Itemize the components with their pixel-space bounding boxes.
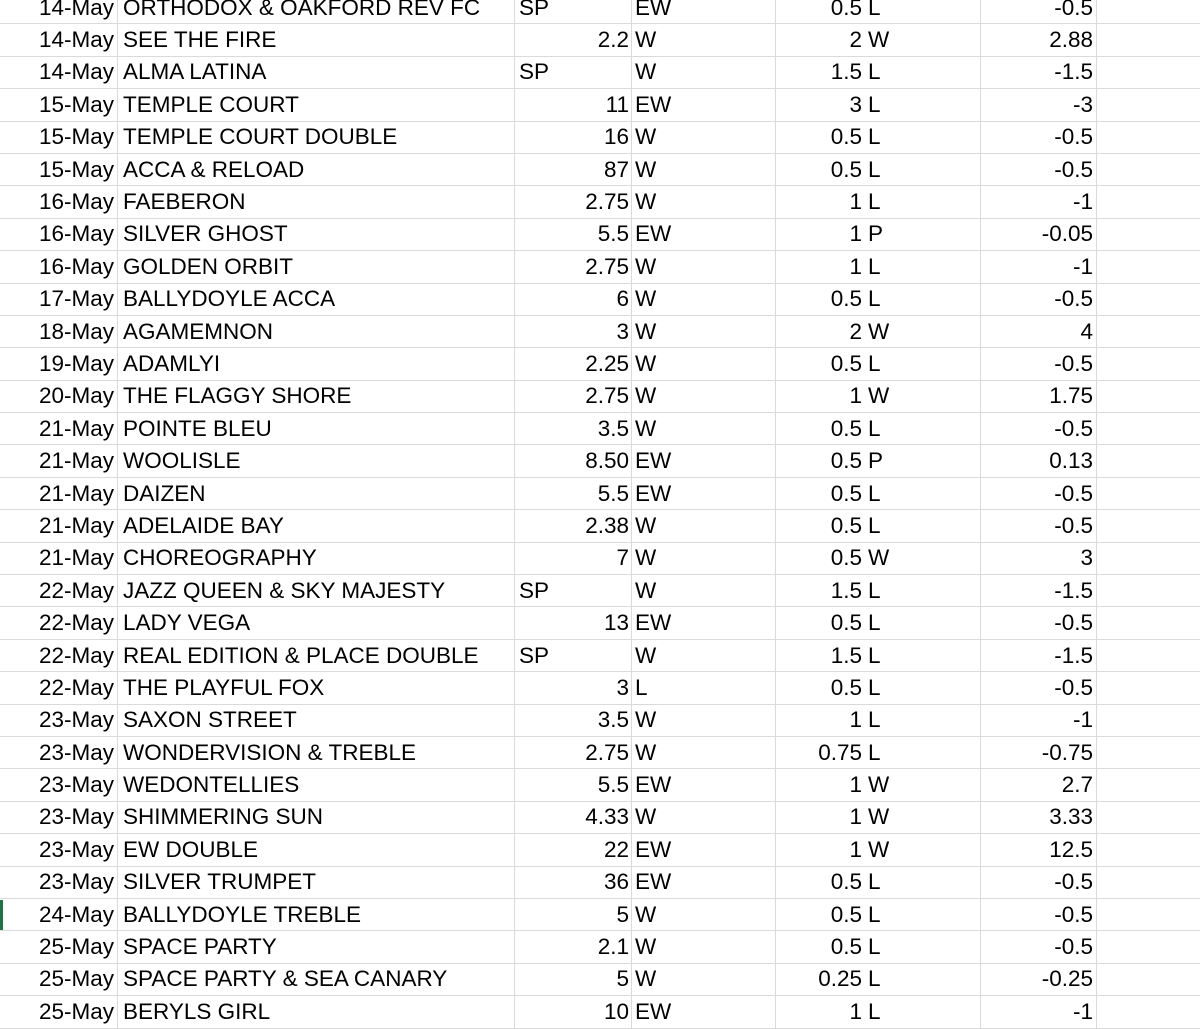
profit-loss-cell[interactable]: 2.88: [981, 24, 1097, 55]
stake-cell[interactable]: 1.5: [830, 642, 862, 668]
odds-cell[interactable]: 2.1: [597, 934, 629, 960]
selection-cell[interactable]: THE FLAGGY SHORE: [123, 383, 352, 409]
odds-cell[interactable]: 3.5: [597, 707, 629, 733]
table-row[interactable]: [0, 316, 1200, 348]
profit-loss-cell[interactable]: -1.5: [981, 57, 1097, 88]
stake-cell[interactable]: 1: [849, 707, 862, 733]
result-cell[interactable]: L: [866, 478, 981, 509]
result-cell[interactable]: L: [866, 705, 981, 736]
selection-cell[interactable]: SHIMMERING SUN: [123, 804, 324, 830]
selection-cell[interactable]: WEDONTELLIES: [123, 772, 300, 798]
stake-cell[interactable]: 1: [849, 772, 862, 798]
bet-type-cell[interactable]: EW: [632, 867, 776, 898]
selection-cell[interactable]: FAEBERON: [123, 189, 246, 215]
profit-loss-cell[interactable]: -0.05: [981, 219, 1097, 250]
result-cell[interactable]: P: [866, 445, 981, 476]
table-row[interactable]: [0, 89, 1200, 121]
bet-type-cell[interactable]: W: [632, 316, 776, 347]
stake-cell[interactable]: 0.5: [830, 934, 862, 960]
stake-cell[interactable]: 0.5: [830, 545, 862, 571]
table-row[interactable]: [0, 251, 1200, 283]
profit-loss-cell[interactable]: -1: [981, 186, 1097, 217]
stake-cell[interactable]: 1: [849, 221, 862, 247]
empty-cell[interactable]: [1097, 413, 1200, 444]
odds-cell[interactable]: 3: [616, 674, 629, 700]
bet-type-cell[interactable]: W: [632, 964, 776, 995]
selection-cell[interactable]: ADELAIDE BAY: [123, 512, 284, 538]
selection-cell[interactable]: EW DOUBLE: [123, 836, 259, 862]
bet-type-cell[interactable]: EW: [632, 219, 776, 250]
bet-type-cell[interactable]: W: [632, 931, 776, 962]
stake-cell[interactable]: 0.5: [830, 448, 862, 474]
table-row[interactable]: [0, 0, 1200, 24]
profit-loss-cell[interactable]: -0.5: [981, 122, 1097, 153]
profit-loss-cell[interactable]: 3.33: [981, 802, 1097, 833]
empty-cell[interactable]: [1097, 931, 1200, 962]
result-cell[interactable]: L: [866, 413, 981, 444]
profit-loss-cell[interactable]: -0.5: [981, 284, 1097, 315]
odds-cell[interactable]: 36: [603, 869, 629, 895]
odds-cell[interactable]: [514, 0, 632, 23]
stake-cell[interactable]: 1: [849, 383, 862, 409]
empty-cell[interactable]: [1097, 219, 1200, 250]
empty-cell[interactable]: [1097, 57, 1200, 88]
date-cell[interactable]: 25-May: [0, 931, 118, 962]
selection-cell[interactable]: SPACE PARTY: [123, 934, 277, 960]
selection-cell[interactable]: SILVER TRUMPET: [123, 869, 316, 895]
table-row[interactable]: [0, 445, 1200, 477]
odds-cell[interactable]: 5.5: [597, 221, 629, 247]
selection-cell[interactable]: SEE THE FIRE: [123, 27, 277, 53]
selection-cell[interactable]: WONDERVISION & TREBLE: [123, 739, 416, 765]
date-cell[interactable]: 22-May: [0, 575, 118, 606]
table-row[interactable]: [0, 834, 1200, 866]
date-cell[interactable]: 15-May: [0, 122, 118, 153]
sp-cell[interactable]: SP: [514, 640, 632, 671]
bet-type-cell[interactable]: W: [632, 705, 776, 736]
result-cell[interactable]: W: [866, 834, 981, 865]
selection-cell[interactable]: CHOREOGRAPHY: [123, 545, 317, 571]
bet-type-cell[interactable]: W: [632, 640, 776, 671]
table-row[interactable]: [0, 57, 1200, 89]
date-cell[interactable]: 14-May: [0, 24, 118, 55]
result-cell[interactable]: L: [866, 186, 981, 217]
table-row[interactable]: [0, 737, 1200, 769]
empty-cell[interactable]: [1097, 543, 1200, 574]
profit-loss-cell[interactable]: -0.5: [981, 867, 1097, 898]
empty-cell[interactable]: [1097, 737, 1200, 768]
table-row[interactable]: [0, 996, 1200, 1028]
profit-loss-cell[interactable]: -1.5: [981, 575, 1097, 606]
profit-loss-cell[interactable]: 2.7: [981, 769, 1097, 800]
odds-cell[interactable]: 4.33: [585, 804, 629, 830]
profit-loss-cell[interactable]: -0.5: [981, 607, 1097, 638]
date-cell[interactable]: 24-May: [0, 899, 118, 930]
profit-loss-cell[interactable]: -0.25: [981, 964, 1097, 995]
result-cell[interactable]: L: [866, 0, 981, 23]
profit-loss-cell[interactable]: -0.5: [981, 931, 1097, 962]
date-cell[interactable]: 23-May: [0, 834, 118, 865]
bet-type-cell[interactable]: W: [632, 802, 776, 833]
date-cell[interactable]: 25-May: [0, 964, 118, 995]
empty-cell[interactable]: [1097, 607, 1200, 638]
empty-cell[interactable]: [1097, 705, 1200, 736]
empty-cell[interactable]: [1097, 122, 1200, 153]
odds-cell[interactable]: [514, 640, 632, 671]
table-row[interactable]: [0, 154, 1200, 186]
date-cell[interactable]: 16-May: [0, 251, 118, 282]
profit-loss-cell[interactable]: -1: [981, 251, 1097, 282]
odds-cell[interactable]: 5.5: [597, 480, 629, 506]
bet-type-cell[interactable]: W: [632, 899, 776, 930]
active-row-indicator: [0, 900, 3, 930]
stake-cell[interactable]: 0.5: [830, 286, 862, 312]
date-cell[interactable]: 14-May: [0, 0, 118, 23]
stake-cell[interactable]: 0.5: [830, 0, 862, 20]
odds-cell[interactable]: [514, 575, 632, 606]
result-cell[interactable]: L: [866, 899, 981, 930]
stake-cell[interactable]: 0.75: [818, 739, 862, 765]
odds-cell[interactable]: 16: [603, 124, 629, 150]
result-cell[interactable]: L: [866, 964, 981, 995]
selection-cell[interactable]: DAIZEN: [123, 480, 206, 506]
bet-type-cell[interactable]: W: [632, 575, 776, 606]
date-cell[interactable]: 23-May: [0, 867, 118, 898]
stake-cell[interactable]: 1: [849, 998, 862, 1024]
bet-type-cell[interactable]: W: [632, 122, 776, 153]
empty-cell[interactable]: [1097, 24, 1200, 55]
table-row[interactable]: [0, 186, 1200, 218]
empty-cell[interactable]: [1097, 348, 1200, 379]
empty-cell[interactable]: [1097, 89, 1200, 120]
table-row[interactable]: [0, 964, 1200, 996]
table-row[interactable]: [0, 607, 1200, 639]
bet-type-cell[interactable]: W: [632, 543, 776, 574]
stake-cell[interactable]: 0.5: [830, 156, 862, 182]
sp-cell[interactable]: SP: [514, 57, 632, 88]
table-row[interactable]: [0, 413, 1200, 445]
stake-cell[interactable]: 1.5: [830, 577, 862, 603]
bet-type-cell[interactable]: EW: [632, 0, 776, 23]
stake-cell[interactable]: 0.5: [830, 610, 862, 636]
result-cell[interactable]: L: [866, 867, 981, 898]
selection-cell[interactable]: BERYLS GIRL: [123, 998, 271, 1024]
result-cell[interactable]: L: [866, 575, 981, 606]
table-row[interactable]: [0, 705, 1200, 737]
odds-cell[interactable]: 5.5: [597, 772, 629, 798]
profit-loss-cell[interactable]: -3: [981, 89, 1097, 120]
selection-cell[interactable]: THE PLAYFUL FOX: [123, 674, 325, 700]
empty-cell[interactable]: [1097, 381, 1200, 412]
bet-type-cell[interactable]: W: [632, 186, 776, 217]
table-row[interactable]: [0, 899, 1200, 931]
table-row[interactable]: [0, 575, 1200, 607]
odds-cell[interactable]: [514, 57, 632, 88]
profit-loss-cell[interactable]: -0.5: [981, 478, 1097, 509]
bet-type-cell[interactable]: W: [632, 737, 776, 768]
bet-type-cell[interactable]: W: [632, 510, 776, 541]
empty-cell[interactable]: [1097, 834, 1200, 865]
result-cell[interactable]: L: [866, 89, 981, 120]
bet-type-cell[interactable]: EW: [632, 445, 776, 476]
odds-cell[interactable]: 2.75: [585, 383, 629, 409]
result-cell[interactable]: L: [866, 996, 981, 1027]
bet-type-cell[interactable]: EW: [632, 834, 776, 865]
result-cell[interactable]: L: [866, 348, 981, 379]
date-cell[interactable]: 15-May: [0, 89, 118, 120]
date-cell[interactable]: 17-May: [0, 284, 118, 315]
empty-cell[interactable]: [1097, 0, 1200, 23]
date-cell[interactable]: 23-May: [0, 802, 118, 833]
selection-cell[interactable]: SAXON STREET: [123, 707, 297, 733]
date-cell[interactable]: 21-May: [0, 510, 118, 541]
sp-cell[interactable]: SP: [514, 575, 632, 606]
selection-cell[interactable]: REAL EDITION & PLACE DOUBLE: [123, 642, 479, 668]
date-cell[interactable]: 21-May: [0, 445, 118, 476]
table-row[interactable]: [0, 348, 1200, 380]
date-cell[interactable]: 16-May: [0, 219, 118, 250]
result-cell[interactable]: L: [866, 122, 981, 153]
odds-cell[interactable]: 13: [603, 610, 629, 636]
date-cell[interactable]: 25-May: [0, 996, 118, 1027]
result-cell[interactable]: L: [866, 607, 981, 638]
table-row[interactable]: [0, 931, 1200, 963]
result-cell[interactable]: W: [866, 769, 981, 800]
selection-cell[interactable]: ORTHODOX & OAKFORD REV FC: [123, 0, 481, 20]
bet-type-cell[interactable]: EW: [632, 607, 776, 638]
empty-cell[interactable]: [1097, 154, 1200, 185]
bet-type-cell[interactable]: EW: [632, 769, 776, 800]
table-row[interactable]: [0, 802, 1200, 834]
result-cell[interactable]: W: [866, 802, 981, 833]
selection-cell[interactable]: ACCA & RELOAD: [123, 156, 305, 182]
date-cell[interactable]: 22-May: [0, 640, 118, 671]
empty-cell[interactable]: [1097, 769, 1200, 800]
bet-type-cell[interactable]: W: [632, 154, 776, 185]
odds-cell[interactable]: 2.2: [597, 27, 629, 53]
date-cell[interactable]: 21-May: [0, 413, 118, 444]
odds-cell[interactable]: 2.75: [585, 739, 629, 765]
profit-loss-cell[interactable]: -1: [981, 705, 1097, 736]
result-cell[interactable]: L: [866, 737, 981, 768]
odds-cell[interactable]: 2.25: [585, 350, 629, 376]
table-row[interactable]: [0, 672, 1200, 704]
odds-cell[interactable]: 11: [605, 91, 629, 117]
odds-cell[interactable]: 2.75: [585, 189, 629, 215]
empty-cell[interactable]: [1097, 996, 1200, 1027]
profit-loss-cell[interactable]: -0.5: [981, 413, 1097, 444]
profit-loss-cell[interactable]: 4: [981, 316, 1097, 347]
result-cell[interactable]: L: [866, 284, 981, 315]
selection-cell[interactable]: JAZZ QUEEN & SKY MAJESTY: [123, 577, 446, 603]
bet-type-cell[interactable]: W: [632, 57, 776, 88]
result-cell[interactable]: L: [866, 640, 981, 671]
selection-cell[interactable]: LADY VEGA: [123, 610, 251, 636]
profit-loss-cell[interactable]: -0.5: [981, 510, 1097, 541]
empty-cell[interactable]: [1097, 964, 1200, 995]
odds-cell[interactable]: 8.50: [585, 448, 629, 474]
odds-cell[interactable]: 2.38: [585, 512, 629, 538]
date-cell[interactable]: 22-May: [0, 672, 118, 703]
result-cell[interactable]: W: [866, 316, 981, 347]
stake-cell[interactable]: 0.5: [830, 512, 862, 538]
result-cell[interactable]: W: [866, 543, 981, 574]
selection-cell[interactable]: BALLYDOYLE TREBLE: [123, 901, 362, 927]
profit-loss-cell[interactable]: 12.5: [981, 834, 1097, 865]
stake-cell[interactable]: 0.5: [830, 901, 862, 927]
table-row[interactable]: [0, 24, 1200, 56]
date-cell[interactable]: 14-May: [0, 57, 118, 88]
stake-cell[interactable]: 0.5: [830, 415, 862, 441]
result-cell[interactable]: L: [866, 510, 981, 541]
empty-cell[interactable]: [1097, 478, 1200, 509]
empty-cell[interactable]: [1097, 575, 1200, 606]
selection-cell[interactable]: WOOLISLE: [123, 448, 241, 474]
date-cell[interactable]: 18-May: [0, 316, 118, 347]
result-cell[interactable]: L: [866, 154, 981, 185]
stake-cell[interactable]: 0.25: [818, 966, 862, 992]
odds-cell[interactable]: 7: [616, 545, 629, 571]
bet-type-cell[interactable]: W: [632, 251, 776, 282]
date-cell[interactable]: 19-May: [0, 348, 118, 379]
profit-loss-cell[interactable]: -0.5: [981, 348, 1097, 379]
stake-cell[interactable]: 1: [849, 804, 862, 830]
date-cell[interactable]: 23-May: [0, 769, 118, 800]
empty-cell[interactable]: [1097, 316, 1200, 347]
stake-cell[interactable]: 0.5: [830, 350, 862, 376]
result-cell[interactable]: L: [866, 57, 981, 88]
result-cell[interactable]: L: [866, 931, 981, 962]
table-row[interactable]: [0, 381, 1200, 413]
table-row[interactable]: [0, 867, 1200, 899]
empty-cell[interactable]: [1097, 186, 1200, 217]
stake-cell[interactable]: 0.5: [830, 869, 862, 895]
profit-loss-cell[interactable]: -0.75: [981, 737, 1097, 768]
selection-cell[interactable]: ALMA LATINA: [123, 59, 267, 85]
bet-type-cell[interactable]: W: [632, 381, 776, 412]
date-cell[interactable]: 23-May: [0, 705, 118, 736]
table-row[interactable]: [0, 478, 1200, 510]
profit-loss-cell[interactable]: -0.5: [981, 672, 1097, 703]
empty-cell[interactable]: [1097, 510, 1200, 541]
stake-cell[interactable]: 0.5: [830, 480, 862, 506]
profit-loss-cell[interactable]: -1.5: [981, 640, 1097, 671]
selection-cell[interactable]: GOLDEN ORBIT: [123, 253, 294, 279]
stake-cell[interactable]: 0.5: [830, 124, 862, 150]
empty-cell[interactable]: [1097, 802, 1200, 833]
odds-cell[interactable]: 5: [616, 901, 629, 927]
empty-cell[interactable]: [1097, 672, 1200, 703]
table-row[interactable]: [0, 284, 1200, 316]
profit-loss-cell[interactable]: -0.5: [981, 154, 1097, 185]
bet-type-cell[interactable]: W: [632, 413, 776, 444]
bet-type-cell[interactable]: EW: [632, 996, 776, 1027]
selection-cell[interactable]: AGAMEMNON: [123, 318, 274, 344]
stake-cell[interactable]: 3: [849, 91, 862, 117]
odds-cell[interactable]: 87: [603, 156, 629, 182]
selection-cell[interactable]: SPACE PARTY & SEA CANARY: [123, 966, 448, 992]
selection-cell[interactable]: TEMPLE COURT: [123, 91, 299, 117]
profit-loss-cell[interactable]: -1: [981, 996, 1097, 1027]
table-row[interactable]: [0, 219, 1200, 251]
date-cell[interactable]: 21-May: [0, 478, 118, 509]
odds-cell[interactable]: 3.5: [597, 415, 629, 441]
odds-cell[interactable]: 10: [603, 998, 629, 1024]
stake-cell[interactable]: 2: [849, 318, 862, 344]
table-row[interactable]: [0, 510, 1200, 542]
empty-cell[interactable]: [1097, 251, 1200, 282]
bet-type-cell[interactable]: EW: [632, 89, 776, 120]
odds-cell[interactable]: 6: [616, 286, 629, 312]
profit-loss-cell[interactable]: 3: [981, 543, 1097, 574]
stake-cell[interactable]: 1: [849, 189, 862, 215]
date-cell[interactable]: 21-May: [0, 543, 118, 574]
profit-loss-cell[interactable]: 0.13: [981, 445, 1097, 476]
table-row[interactable]: [0, 122, 1200, 154]
odds-cell[interactable]: 2.75: [585, 253, 629, 279]
stake-cell[interactable]: 1.5: [830, 59, 862, 85]
bet-type-cell[interactable]: EW: [632, 478, 776, 509]
table-row[interactable]: [0, 640, 1200, 672]
result-cell[interactable]: L: [866, 672, 981, 703]
odds-cell[interactable]: 3: [616, 318, 629, 344]
date-cell[interactable]: 23-May: [0, 737, 118, 768]
odds-cell[interactable]: 22: [603, 836, 629, 862]
date-cell[interactable]: 15-May: [0, 154, 118, 185]
profit-loss-cell[interactable]: 1.75: [981, 381, 1097, 412]
stake-cell[interactable]: 0.5: [830, 674, 862, 700]
odds-cell[interactable]: 5: [616, 966, 629, 992]
stake-cell[interactable]: 1: [849, 836, 862, 862]
result-cell[interactable]: L: [866, 251, 981, 282]
empty-cell[interactable]: [1097, 284, 1200, 315]
result-cell[interactable]: W: [866, 381, 981, 412]
empty-cell[interactable]: [1097, 445, 1200, 476]
bet-type-cell[interactable]: L: [632, 672, 776, 703]
result-cell[interactable]: P: [866, 219, 981, 250]
selection-cell[interactable]: ADAMLYI: [123, 350, 221, 376]
table-row[interactable]: [0, 769, 1200, 801]
stake-cell[interactable]: 2: [849, 27, 862, 53]
sp-cell[interactable]: SP: [514, 0, 632, 23]
date-cell[interactable]: 22-May: [0, 607, 118, 638]
empty-cell[interactable]: [1097, 899, 1200, 930]
empty-cell[interactable]: [1097, 867, 1200, 898]
bet-type-cell[interactable]: W: [632, 284, 776, 315]
profit-loss-cell[interactable]: -0.5: [981, 899, 1097, 930]
date-cell[interactable]: 16-May: [0, 186, 118, 217]
profit-loss-cell[interactable]: -0.5: [981, 0, 1097, 23]
empty-cell[interactable]: [1097, 640, 1200, 671]
selection-cell[interactable]: POINTE BLEU: [123, 415, 272, 441]
date-cell[interactable]: 20-May: [0, 381, 118, 412]
result-cell[interactable]: W: [866, 24, 981, 55]
table-row[interactable]: [0, 543, 1200, 575]
selection-cell[interactable]: SILVER GHOST: [123, 221, 288, 247]
stake-cell[interactable]: 1: [849, 253, 862, 279]
bet-type-cell[interactable]: W: [632, 348, 776, 379]
selection-cell[interactable]: BALLYDOYLE ACCA: [123, 286, 336, 312]
selection-cell[interactable]: TEMPLE COURT DOUBLE: [123, 124, 398, 150]
bet-type-cell[interactable]: W: [632, 24, 776, 55]
